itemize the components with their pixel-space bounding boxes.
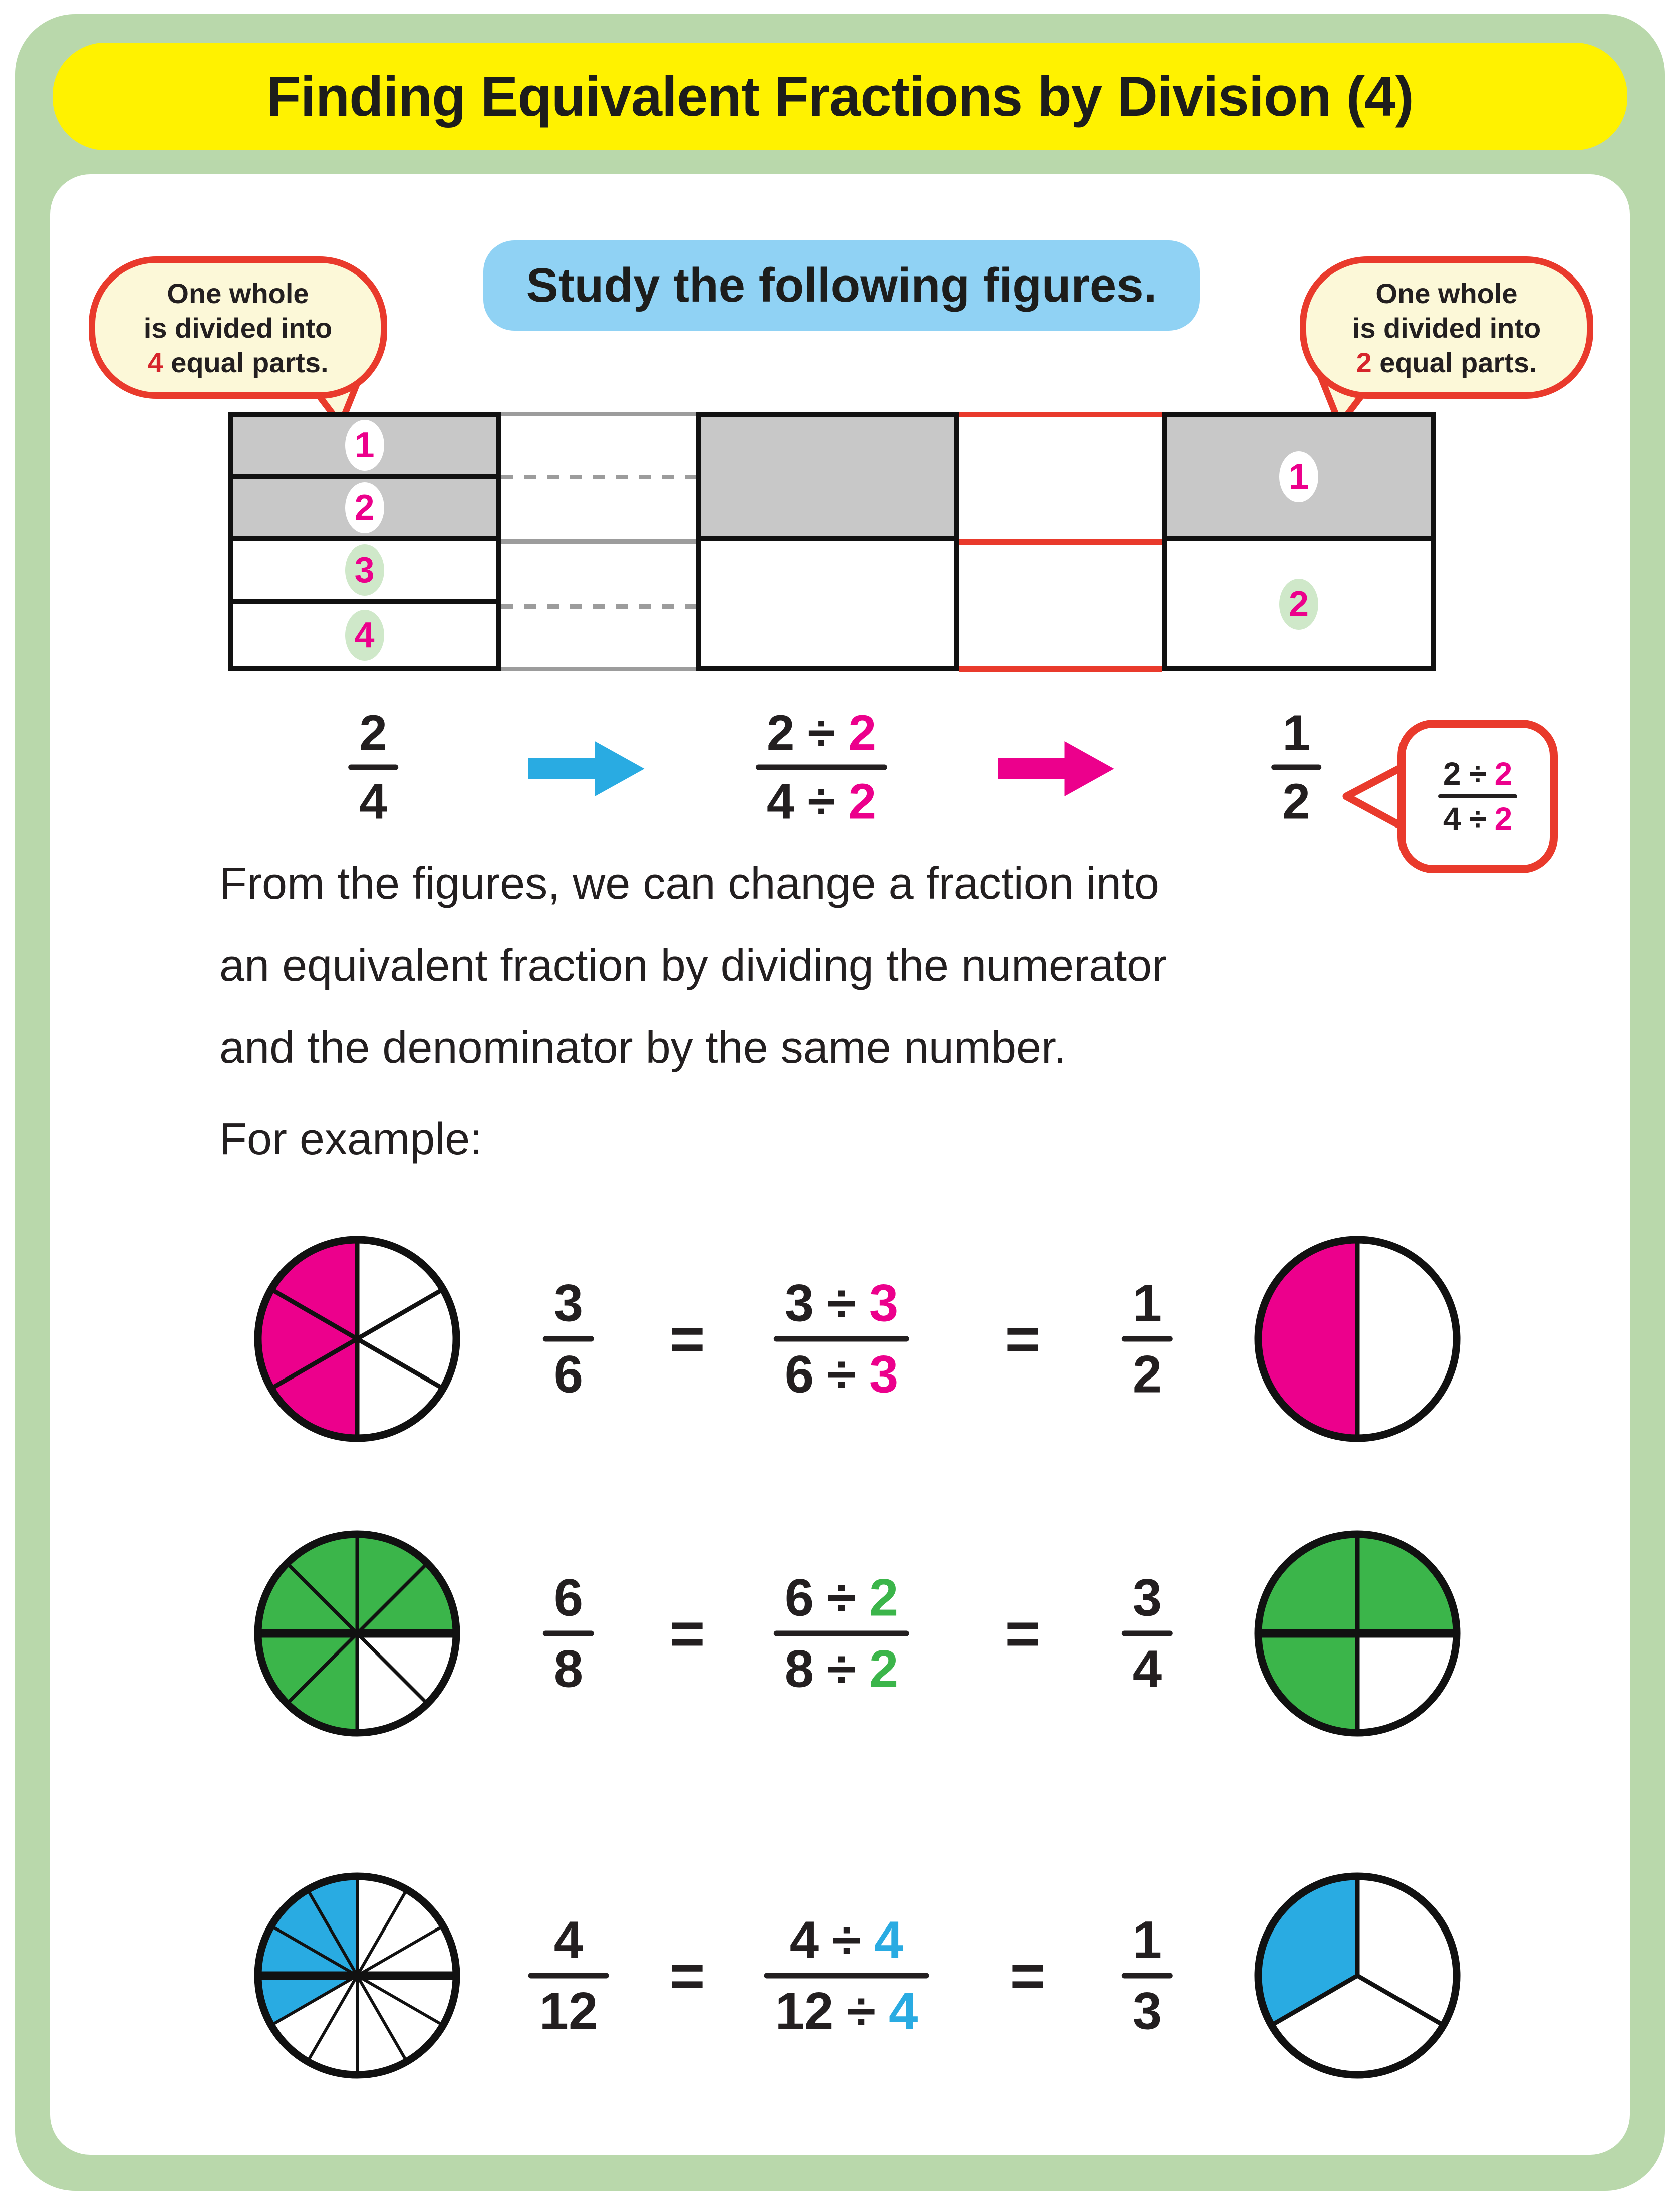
fraction-result: 1 3: [1122, 1914, 1173, 2038]
study-instruction-text: Study the following figures.: [526, 258, 1157, 312]
explanation-paragraph: [219, 843, 1542, 1089]
paragraph-line: From the figures, we can change a fraction into: [219, 859, 1159, 909]
fraction-strip-halves-labeled: [1162, 412, 1436, 671]
callout-fraction: 2 ÷ 2 4 ÷ 2: [1438, 758, 1517, 835]
bubble-text-line: is divided into: [143, 312, 333, 344]
magenta-arrow-icon: [998, 739, 1116, 798]
blue-arrow-icon: [528, 739, 646, 798]
fraction-circle-sixths: [249, 1231, 465, 1447]
fraction-three-sixths: 3 6: [543, 1277, 594, 1401]
gray-connector-line: [501, 667, 696, 671]
fraction-circle-twelfths: [249, 1868, 465, 2083]
fraction-bar: [348, 765, 398, 770]
equals-sign: =: [669, 1942, 705, 2010]
fraction-circle-halves: [1250, 1231, 1465, 1447]
strip-part-2: [1167, 541, 1431, 666]
gray-connector-line: [501, 412, 696, 416]
study-instruction-banner: [483, 240, 1200, 331]
part-label-oval: 1: [1279, 451, 1318, 502]
title-banner: [53, 43, 1627, 150]
fraction-circle-eighths: [249, 1526, 465, 1741]
equals-sign: =: [1005, 1599, 1041, 1668]
equals-sign: =: [669, 1599, 705, 1668]
fraction-one-half: 1 2: [1271, 708, 1321, 827]
strip-half-shaded: [701, 417, 954, 541]
gray-merge-dashed-line: [501, 475, 696, 479]
equals-sign: =: [1005, 1305, 1041, 1373]
speech-bubble-two-parts: [1300, 256, 1593, 399]
bubble-text-line: 4 equal parts.: [147, 346, 329, 378]
paragraph-line: an equivalent fraction by dividing the numerator: [219, 941, 1167, 991]
bubble-text-line: One whole: [1375, 277, 1518, 309]
strip-part-2-shaded: [233, 479, 496, 542]
equals-sign: =: [669, 1305, 705, 1373]
bubble-text-line: One whole: [167, 277, 309, 309]
strip-part-3: [233, 541, 496, 604]
page-title: Finding Equivalent Fractions by Division (4): [266, 65, 1414, 128]
fraction-circle-quarters: [1250, 1526, 1465, 1741]
highlight-count: 2: [1356, 346, 1372, 378]
part-label-oval: 2: [345, 482, 384, 533]
part-label-oval: 3: [345, 544, 384, 596]
part-label-oval: 2: [1279, 579, 1318, 630]
fraction-result: 1 2: [1122, 1277, 1173, 1401]
strip-half: [701, 541, 954, 666]
fraction-divided: 3 ÷ 3 6 ÷ 3: [774, 1277, 909, 1401]
fraction-divided-by-two: 2 ÷ 2 4 ÷ 2: [756, 708, 887, 827]
fraction-four-twelfths: 4 12: [528, 1914, 609, 2038]
bubble-text-line: is divided into: [1352, 312, 1541, 344]
strip-part-1-shaded: [1167, 417, 1431, 541]
equals-sign: =: [1010, 1942, 1046, 2010]
gray-merge-dashed-line: [501, 604, 696, 609]
fraction-bar: [756, 765, 887, 770]
strip-part-1-shaded: [233, 417, 496, 479]
fraction-bar: [1271, 765, 1321, 770]
red-connector-line: [959, 666, 1162, 672]
fraction-strip-halves: [696, 412, 959, 671]
part-label-oval: 4: [345, 610, 384, 661]
red-connector-line: [959, 412, 1162, 417]
fraction-two-fourths: 2 4: [348, 708, 398, 827]
fraction-six-eighths: 6 8: [543, 1572, 594, 1696]
for-example-label: For example:: [219, 1114, 483, 1164]
gray-connector-line: [501, 539, 696, 544]
bubble-text-line: 2 equal parts.: [1356, 346, 1537, 378]
paragraph-line: and the denominator by the same number.: [219, 1023, 1067, 1073]
part-label-oval: 1: [345, 420, 384, 471]
fraction-divided: 4 ÷ 4 12 ÷ 4: [764, 1914, 929, 2038]
fraction-circle-thirds: [1250, 1868, 1465, 2083]
fraction-bar: [1438, 794, 1517, 798]
fraction-divided: 6 ÷ 2 8 ÷ 2: [774, 1572, 909, 1696]
fraction-strip-fourths: [228, 412, 501, 671]
speech-bubble-four-parts: [89, 256, 387, 399]
highlight-count: 4: [147, 346, 163, 378]
strip-part-4: [233, 604, 496, 667]
red-connector-line: [959, 539, 1162, 545]
fraction-result: 3 4: [1122, 1572, 1173, 1696]
